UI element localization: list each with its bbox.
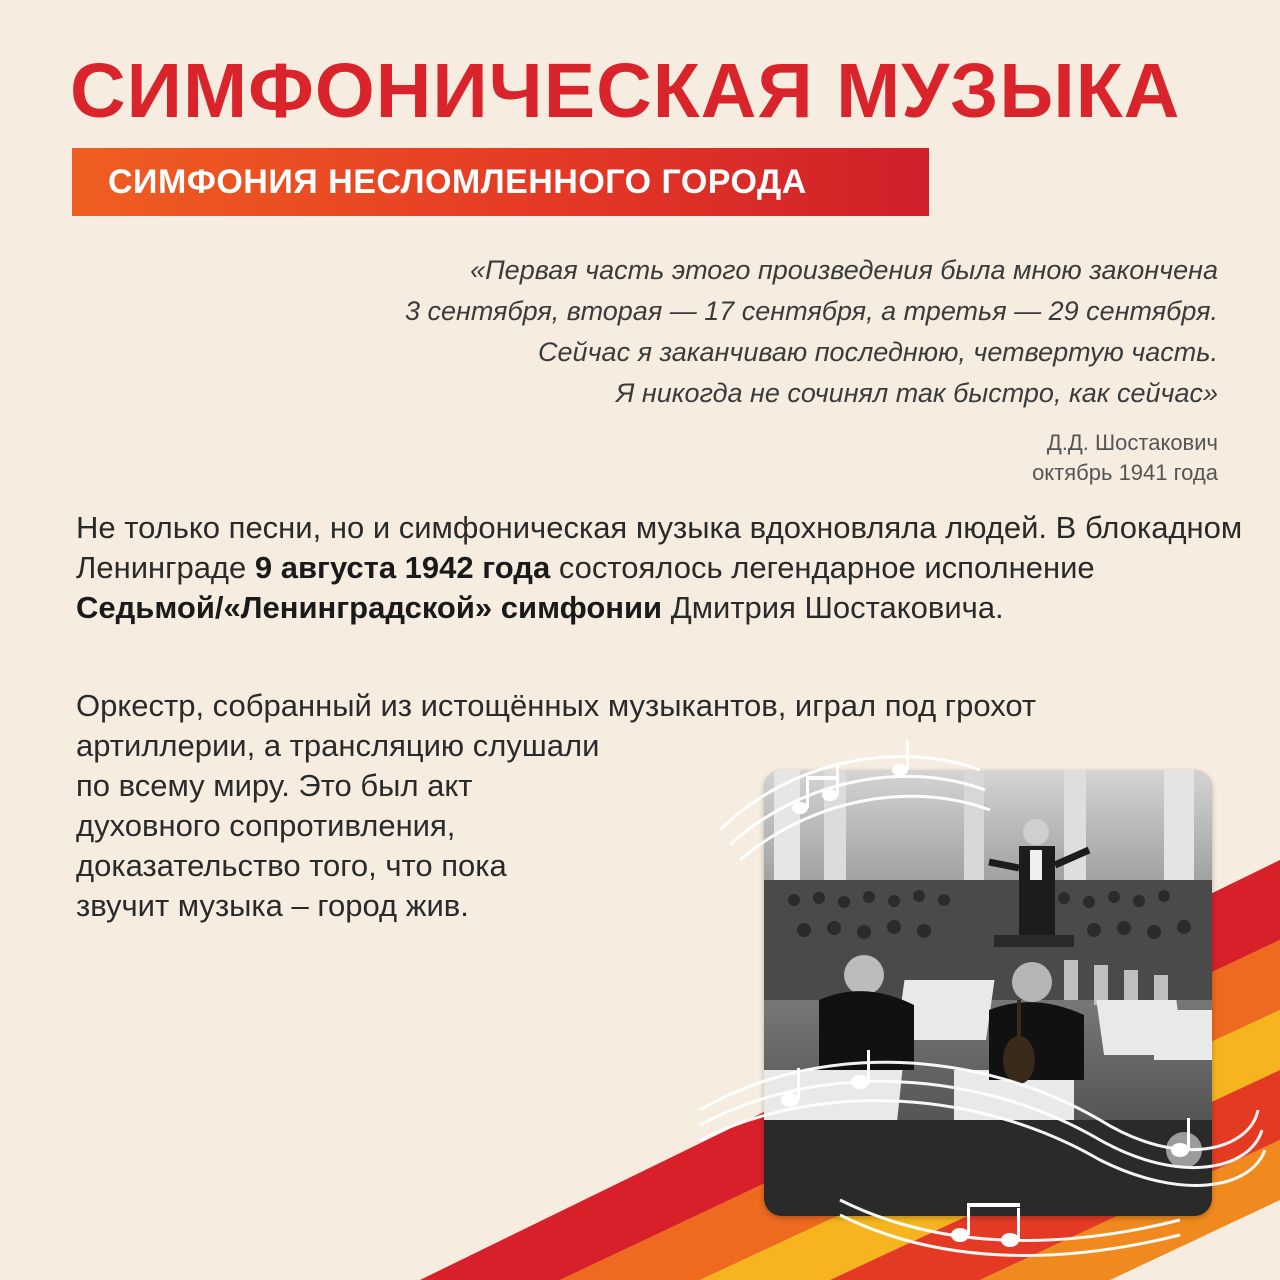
page-title: СИМФОНИЧЕСКАЯ МУЗЫКА	[70, 48, 1181, 134]
paragraph-line: Оркестр, собранный из истощённых музыкантов, играл под грохот	[76, 688, 1037, 723]
subtitle-text: СИМФОНИЯ НЕСЛОМЛЕННОГО ГОРОДА	[108, 162, 807, 201]
paragraph-line: артиллерии, а трансляцию слушали	[76, 728, 600, 763]
paragraph-line: духовного сопротивления,	[76, 808, 456, 843]
paragraph-line: доказательство того, что пока	[76, 848, 507, 883]
highlight-symphony: Седьмой/«Ленинградской» симфонии	[76, 590, 663, 625]
paragraph-line: по всему миру. Это был акт	[76, 768, 473, 803]
paragraph-text: Не только песни, но и симфоническая музыка вдохновляла людей. В блокадном Ленинграде	[76, 510, 1243, 585]
quote-author: Д.Д. Шостакович	[1046, 430, 1218, 455]
quote-line: Сейчас я заканчиваю последнюю, четвертую часть.	[538, 337, 1218, 367]
orchestra-photo	[764, 770, 1212, 1216]
paragraph-intro	[76, 508, 1256, 628]
paragraph-line: звучит музыка – город жив.	[76, 888, 469, 923]
quote-line: Я никогда не сочинял так быстро, как сейчас»	[616, 378, 1218, 408]
highlight-date: 9 августа 1942 года	[254, 550, 551, 585]
quote-block	[258, 250, 1218, 488]
subtitle-banner	[72, 148, 929, 216]
paragraph-text: состоялось легендарное исполнение	[550, 550, 1095, 585]
paragraph-text: Дмитрия Шостаковича.	[662, 590, 1004, 625]
quote-line: «Первая часть этого произведения была мною закончена	[470, 255, 1218, 285]
quote-line: 3 сентября, вторая — 17 сентября, а третья — 29 сентября.	[404, 296, 1218, 326]
quote-date: октябрь 1941 года	[1032, 460, 1218, 485]
